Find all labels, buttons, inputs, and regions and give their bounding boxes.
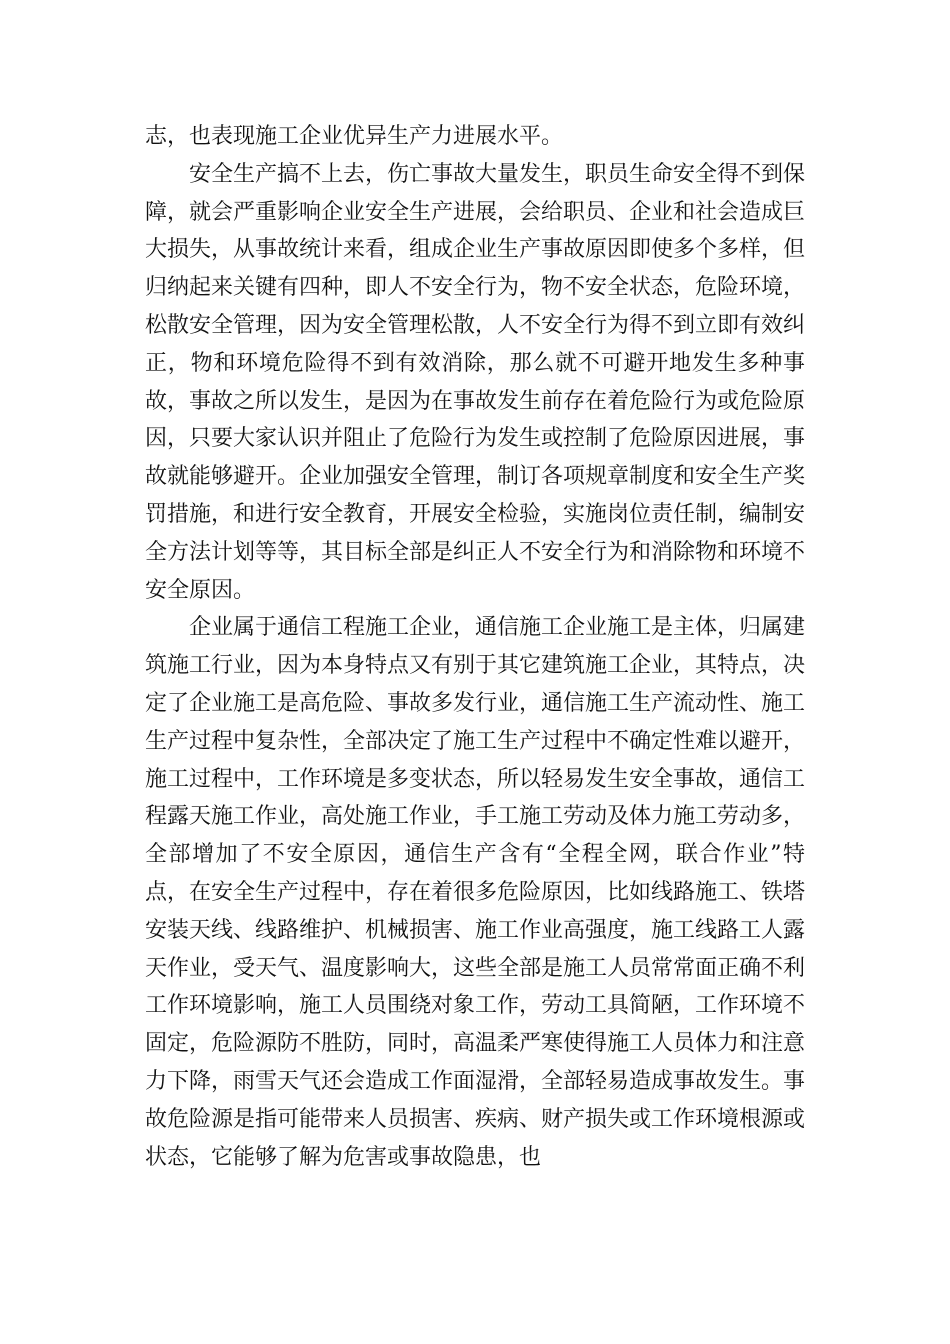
paragraph-safety-production: 安全生产搞不上去，伤亡事故大量发生，职员生命安全得不到保障，就会严重影响企业安全生产进展，会给职员、企业和社会造成巨大损失，从事故统计来看，组成企业生产事故原因即使多个多样，但归纳起来关键有四种，即人不安全行为，物不安全状态，危险环境，松散安全管理，因为安全管理松散，人不安全行为得不到立即有效纠正，物和环境危险得不到有效消除，那么就不可避开地发生多种事故，事故之所以发生，是因为在事故发生前存在着危险行为或危险原因，只要大家认识并阻止了危险行为发生或控制了危险原因进展，事故就能够避开。企业加强安全管理，制订各项规章制度和安全生产奖罚措施，和进行安全教育，开展安全检验，实施岗位责任制，编制安全方法计划等等，其目标全部是纠正人不安全行为和消除物和环境不安全原因。 (145, 161, 806, 603)
paragraph-telecom-construction: 企业属于通信工程施工企业，通信施工企业施工是主体，归属建筑施工行业，因为本身特点又有别于其它建筑施工企业，其特点，决定了企业施工是高危险、事故多发行业，通信施工生产流动性、施工生产过程中复杂性，全部决定了施工生产过程中不确定性难以避开，施工过程中，工作环境是多变状态，所以轻易发生安全事故，通信工程露天施工作业，高处施工作业，手工施工劳动及体力施工劳动多，全部增加了不安全原因，通信生产含有“全程全网，联合作业”特点，在安全生产过程中，存在着很多危险原因，比如线路施工、铁塔安装天线、线路维护、机械损害、施工作业高强度，施工线路工人露天作业，受天气、温度影响大，这些全部是施工人员常常面正确不利工作环境影响，施工人员围绕对象工作，劳动工具简陋，工作环境不固定，危险源防不胜防，同时，高温柔严寒使得施工人员体力和注意力下降，雨雪天气还会造成工作面湿滑，全部轻易造成事故发生。事故危险源是指可能带来人员损害、疾病、财产损失或工作环境根源或状态，它能够了解为危害或事故隐患，也 (145, 615, 806, 1170)
document-body (145, 118, 805, 1176)
paragraph-continuation: 志，也表现施工企业优异生产力进展水平。 (145, 124, 564, 149)
